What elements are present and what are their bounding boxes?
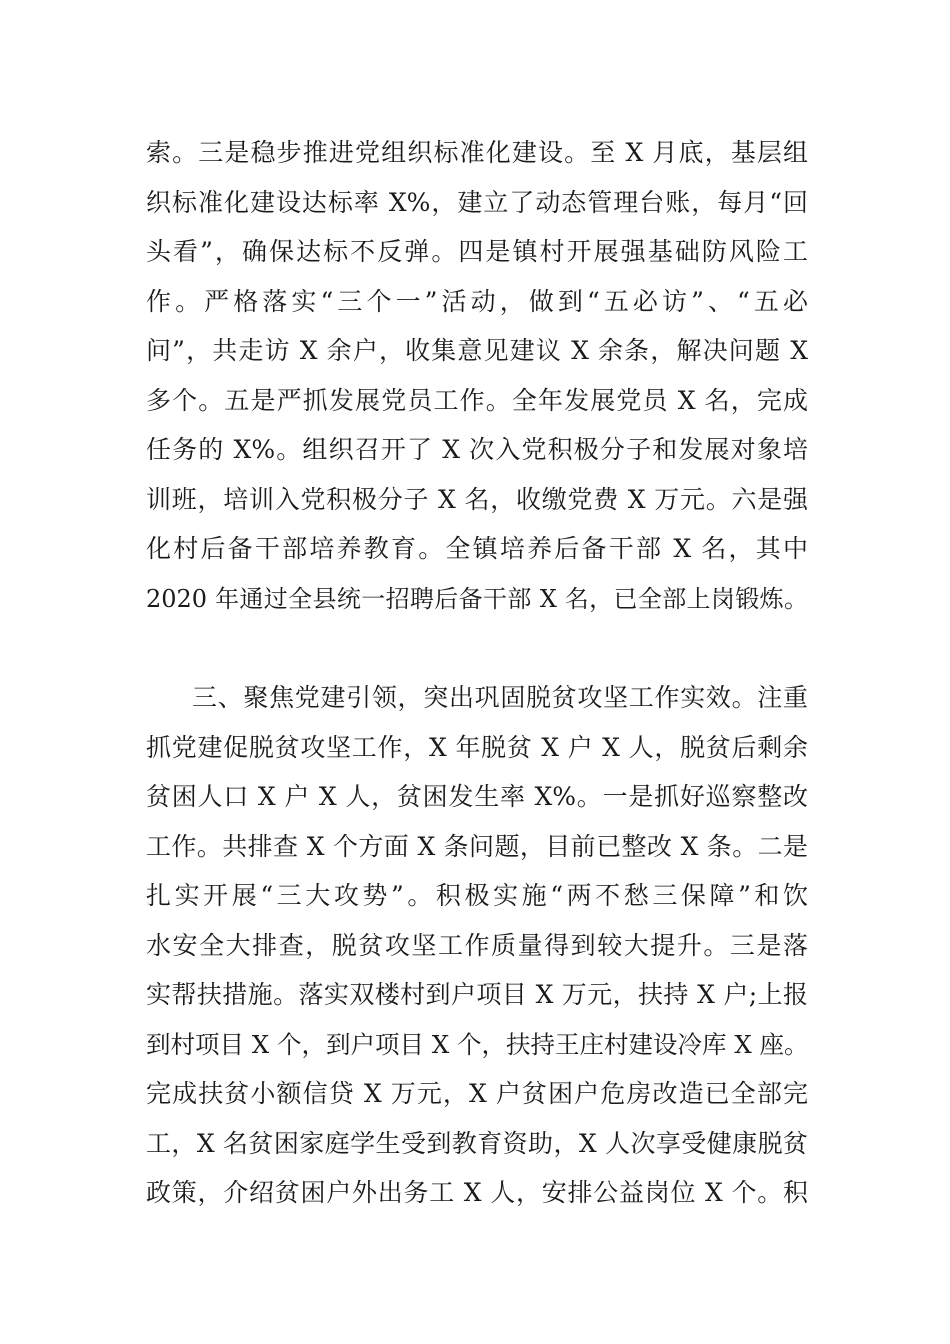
text-line: 织标准化建设达标率 X%，建立了动态管理台账，每月“回 [146, 188, 808, 217]
text-line: 多个。五是严抓发展党员工作。全年发展党员 X 名，完成 [146, 386, 808, 415]
text-line: 化村后备干部培养教育。全镇培养后备干部 X 名，其中 [146, 534, 808, 563]
text-line: 问”，共走访 X 余户，收集意见建议 X 余条，解决问题 X [146, 336, 808, 365]
text-line: 头看”，确保达标不反弹。四是镇村开展强基础防风险工 [146, 237, 808, 266]
text-line: 扎实开展“三大攻势”。积极实施“两不愁三保障”和饮 [146, 881, 808, 910]
text-line: 水安全大排查，脱贫攻坚工作质量得到较大提升。三是落 [146, 931, 808, 960]
text-line: 实帮扶措施。落实双楼村到户项目 X 万元，扶持 X 户;上报 [146, 980, 808, 1009]
text-line: 索。三是稳步推进党组织标准化建设。至 X 月底，基层组 [146, 138, 808, 167]
text-line: 工，X 名贫困家庭学生受到教育资助，X 人次享受健康脱贫 [146, 1129, 808, 1158]
text-line: 作。严格落实“三个一”活动，做到“五必访”、“五必 [146, 287, 808, 316]
text-line: 任务的 X%。组织召开了 X 次入党积极分子和发展对象培 [146, 435, 808, 464]
text-line: 工作。共排查 X 个方面 X 条问题，目前已整改 X 条。二是 [146, 832, 808, 861]
section-heading-line: 三、聚焦党建引领，突出巩固脱贫攻坚工作实效。注重 [192, 683, 808, 712]
text-line: 政策，介绍贫困户外出务工 X 人，安排公益岗位 X 个。积 [146, 1178, 808, 1207]
text-line: 训班，培训入党积极分子 X 名，收缴党费 X 万元。六是强 [146, 485, 808, 514]
text-line: 完成扶贫小额信贷 X 万元，X 户贫困户危房改造已全部完 [146, 1079, 808, 1108]
text-line: 抓党建促脱贫攻坚工作，X 年脱贫 X 户 X 人，脱贫后剩余 [146, 733, 808, 762]
text-line: 到村项目 X 个，到户项目 X 个，扶持王庄村建设冷库 X 座。 [146, 1030, 809, 1059]
text-line: 贫困人口 X 户 X 人，贫困发生率 X%。一是抓好巡察整改 [146, 782, 808, 811]
text-line: 2020 年通过全县统一招聘后备干部 X 名，已全部上岗锻炼。 [146, 585, 808, 613]
